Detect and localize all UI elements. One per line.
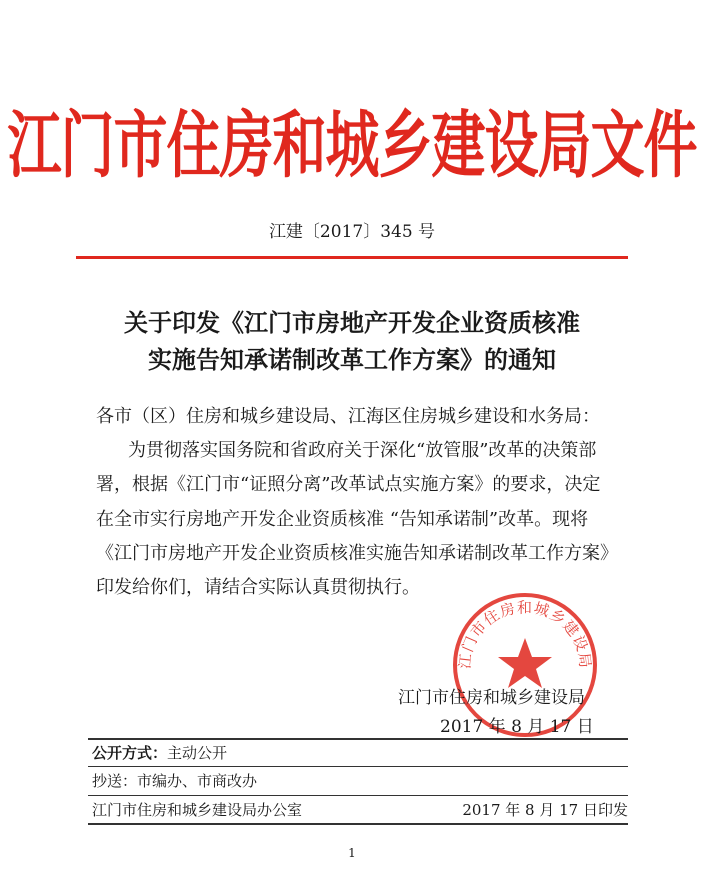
body-line-3: 在全市实行房地产开发企业资质核准 “告知承诺制”改革。现将 xyxy=(96,509,589,530)
notice-title-line-1: 关于印发《江门市房地产开发企业资质核准 xyxy=(124,309,580,337)
document-number: 江建〔2017〕345 号 xyxy=(268,222,436,242)
signature-organization: 江门市住房和城乡建设局 xyxy=(398,688,585,708)
body-line-2: 署，根据《江门市“证照分离”改革试点实施方案》的要求，决定 xyxy=(96,474,601,495)
header-divider xyxy=(76,256,628,259)
body-line-5: 印发给你们，请结合实际认真贯彻执行。 xyxy=(96,577,420,598)
seal-text: 江门市住房和城乡建设局 xyxy=(455,598,595,670)
masthead-title: 江门市住房和城乡建设局文件 xyxy=(7,102,697,188)
issue-date: 2017 年 8 月 17 日印发 xyxy=(462,801,628,819)
publicity-row xyxy=(92,742,227,763)
publicity-label: 公开方式： xyxy=(92,744,168,762)
body-line-4: 《江门市房地产开发企业资质核准实施告知承诺制改革工作方案》 xyxy=(96,543,618,564)
cc-line: 抄送：市编办、市商改办 xyxy=(92,772,258,790)
signature-date: 2017 年 8 月 17 日 xyxy=(440,717,594,737)
notice-title-line-2: 实施告知承诺制改革工作方案》的通知 xyxy=(148,346,556,374)
body-line-1: 为贯彻落实国务院和省政府关于深化“放管服”改革的决策部 xyxy=(128,440,597,461)
publicity-value: 主动公开 xyxy=(167,744,228,762)
footer-rule-top xyxy=(88,738,628,740)
footer-rule xyxy=(88,766,628,767)
page-number: 1 xyxy=(348,846,356,860)
seal-star-icon xyxy=(498,638,552,688)
footer-rule xyxy=(88,795,628,796)
issuing-office: 江门市住房和城乡建设局办公室 xyxy=(92,801,303,819)
footer-rule-bottom xyxy=(88,823,628,825)
addressee-line: 各市（区）住房和城乡建设局、江海区住房城乡建设和水务局： xyxy=(96,406,600,427)
